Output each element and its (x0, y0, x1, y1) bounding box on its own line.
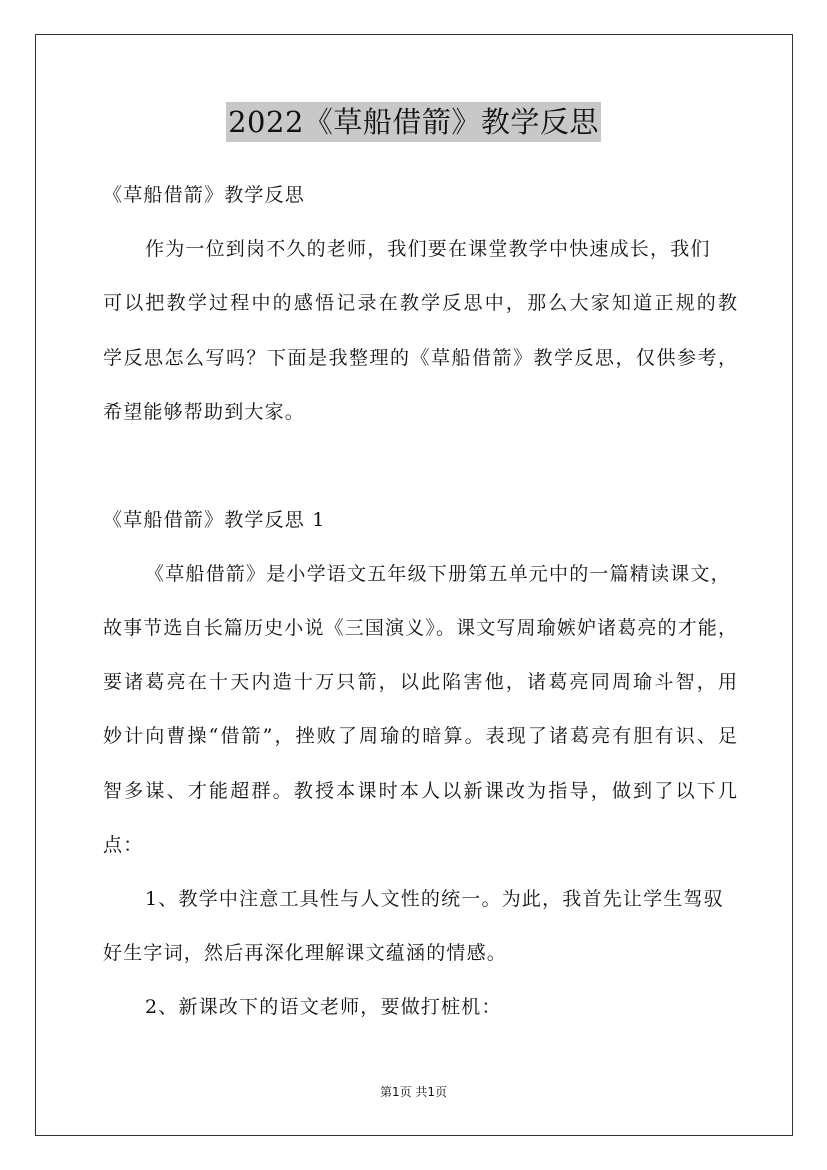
document-title: 2022《草船借箭》教学反思 (226, 102, 601, 142)
section1-line-1: 《草船借箭》是小学语文五年级下册第五单元中的一篇精读课文， (145, 563, 731, 585)
section1-line-4: 妙计向曹操“借箭”，挫败了周瑜的暗算。表现了诸葛亮有胆有识、足 (103, 725, 737, 747)
page-footer: 第1页 共1页 (379, 1085, 448, 1099)
section-heading-1: 《草船借箭》教学反思 1 (103, 509, 326, 531)
intro-line-2: 可以把教学过程中的感悟记录在教学反思中，那么大家知道正规的教 (103, 292, 737, 314)
intro-line-1: 作为一位到岗不久的老师，我们要在课堂教学中快速成长，我们 (145, 238, 711, 260)
section1-line-5: 智多谋、才能超群。教授本课时本人以新课改为指导，做到了以下几 (103, 780, 737, 802)
intro-line-3: 学反思怎么写吗？下面是我整理的《草船借箭》教学反思，仅供参考， (103, 347, 737, 369)
point2-line-1: 2、新课改下的语文老师，要做打桩机： (145, 996, 502, 1018)
point1-line-2: 好生字词，然后再深化理解课文蕴涵的情感。 (103, 942, 508, 964)
section1-line-2: 故事节选自长篇历史小说《三国演义》。课文写周瑜嫉妒诸葛亮的才能， (103, 617, 737, 639)
section1-line-3: 要诸葛亮在十天内造十万只箭，以此陷害他，诸葛亮同周瑜斗智，用 (103, 671, 737, 693)
section1-line-6: 点： (103, 834, 144, 856)
subtitle: 《草船借箭》教学反思 (103, 184, 306, 206)
title-container (0, 102, 827, 142)
intro-line-4: 希望能够帮助到大家。 (103, 401, 306, 423)
point1-line-1: 1、教学中注意工具性与人文性的统一。为此，我首先让学生驾驭 (145, 888, 724, 910)
